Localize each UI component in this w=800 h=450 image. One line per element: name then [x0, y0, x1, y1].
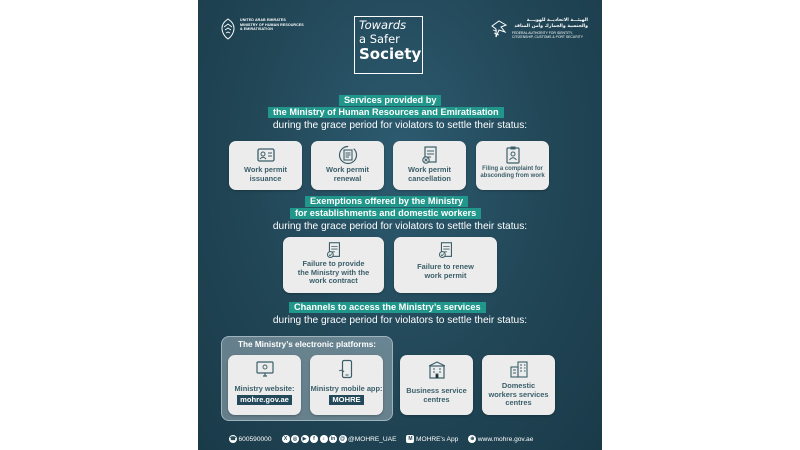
x-icon[interactable]: X — [282, 435, 290, 443]
service-card-work-permit-renewal[interactable] — [311, 141, 384, 190]
document-refresh-icon — [337, 144, 359, 166]
section1-subtitle: during the grace period for violators to settle their status: — [272, 120, 528, 131]
poster — [198, 0, 602, 450]
mobile-app-link[interactable]: MOHRE — [329, 395, 363, 405]
service-card-absconding-complaint[interactable] — [476, 141, 549, 190]
card-label: issuance — [249, 173, 282, 183]
section1-heading: Services provided by — [339, 95, 441, 106]
card-label: the Ministry with the — [297, 267, 370, 277]
section3-subtitle: during the grace period for violators to settle their status: — [272, 315, 528, 326]
smartphone-icon — [336, 358, 358, 380]
section1-heading: the Ministry of Human Resources and Emiratisation — [268, 107, 504, 118]
channel-card-business-centres[interactable] — [400, 355, 473, 415]
hdr-left-line: UNITED ARAB EMIRATES — [240, 18, 286, 22]
mohre-logo — [220, 18, 320, 40]
hdr-right-arabic: الهيئـــة الاتحاديــة للهويـــة — [526, 18, 588, 23]
campaign-line: Society — [359, 45, 422, 63]
card-label: Work permit — [244, 165, 287, 174]
hdr-left-line: & EMIRATISATION — [240, 27, 273, 32]
exemption-card-work-contract[interactable] — [283, 237, 384, 293]
card-label: work contract — [309, 276, 358, 286]
campaign-line: Towards — [359, 18, 407, 32]
campaign-line: a Safer — [359, 31, 400, 46]
app-icon: M — [408, 436, 413, 442]
document-cancel-icon — [419, 144, 441, 166]
card-label: cancellation — [408, 173, 451, 183]
card-label: Failure to provide — [302, 259, 365, 268]
hdr-right-english: FEDERAL AUTHORITY FOR IDENTITY, — [512, 30, 573, 35]
falcon-icon — [490, 18, 508, 40]
channel-card-domestic-centres[interactable] — [482, 355, 555, 415]
id-card-icon — [255, 144, 277, 166]
clipboard-person-icon — [502, 144, 524, 166]
card-label: Ministry website: — [234, 384, 295, 393]
instagram-icon[interactable]: ◎ — [292, 436, 298, 442]
document-check-icon — [324, 240, 344, 260]
card-label: centres — [505, 398, 532, 408]
card-label: Work permit — [326, 165, 369, 174]
phone-icon: ☎ — [229, 436, 237, 442]
card-label: Business service — [406, 386, 467, 395]
service-card-work-permit-cancellation[interactable] — [393, 141, 466, 190]
footer-website[interactable]: www.mohre.gov.ae — [477, 435, 534, 443]
service-card-work-permit-issuance[interactable] — [229, 141, 302, 190]
exemption-card-renew-permit[interactable] — [394, 237, 497, 293]
card-label: Filing a complaint for — [482, 166, 543, 172]
platforms-title: The Ministry’s electronic platforms: — [238, 340, 377, 349]
section2-heading: Exemptions offered by the Ministry — [305, 196, 468, 207]
card-label: workers services — [488, 389, 549, 399]
channel-card-website[interactable] — [228, 355, 301, 415]
card-label: Work permit — [408, 165, 451, 174]
card-label: Ministry mobile app: — [310, 384, 383, 393]
footer-app[interactable]: MOHRE's App — [415, 435, 459, 443]
campaign-logo — [354, 16, 423, 74]
card-label: absconding from work — [480, 173, 545, 179]
section3-heading: Channels to access the Ministry’s services — [289, 302, 486, 313]
hdr-left-line: MINISTRY OF HUMAN RESOURCES — [240, 22, 304, 27]
tiktok-icon[interactable]: ♪ — [320, 435, 328, 443]
card-label: Domestic — [501, 381, 536, 390]
uae-emblem-icon — [220, 18, 236, 40]
card-label: work permit — [424, 270, 467, 280]
card-label: centres — [423, 394, 450, 404]
youtube-icon[interactable]: ▶ — [301, 435, 309, 443]
threads-icon[interactable]: @ — [340, 436, 345, 442]
facebook-icon[interactable]: f — [310, 435, 318, 443]
building-icon — [426, 359, 448, 381]
card-label: renewal — [333, 173, 362, 183]
document-check-icon — [436, 240, 456, 260]
buildings-icon — [508, 358, 530, 380]
globe-icon: ⊕ — [470, 436, 475, 442]
footer-phone[interactable]: 600590000 — [238, 435, 272, 443]
channel-card-mobile-app[interactable] — [310, 355, 383, 415]
monitor-icon — [254, 358, 276, 380]
section2-heading: for establishments and domestic workers — [290, 208, 481, 219]
card-label: Failure to renew — [417, 262, 474, 271]
hdr-right-english: CITIZENSHIP, CUSTOMS & PORT SECURITY — [512, 35, 583, 39]
website-link[interactable]: mohre.gov.ae — [237, 395, 292, 405]
linkedin-icon[interactable]: in — [330, 436, 336, 442]
footer — [198, 432, 602, 446]
footer-social-handle[interactable]: @MOHRE_UAE — [348, 435, 397, 443]
section2-subtitle: during the grace period for violators to settle their status: — [272, 221, 528, 232]
icp-logo — [490, 18, 588, 40]
hdr-right-arabic: والجنسية والجمارك وأمن المنافذ — [514, 23, 588, 29]
